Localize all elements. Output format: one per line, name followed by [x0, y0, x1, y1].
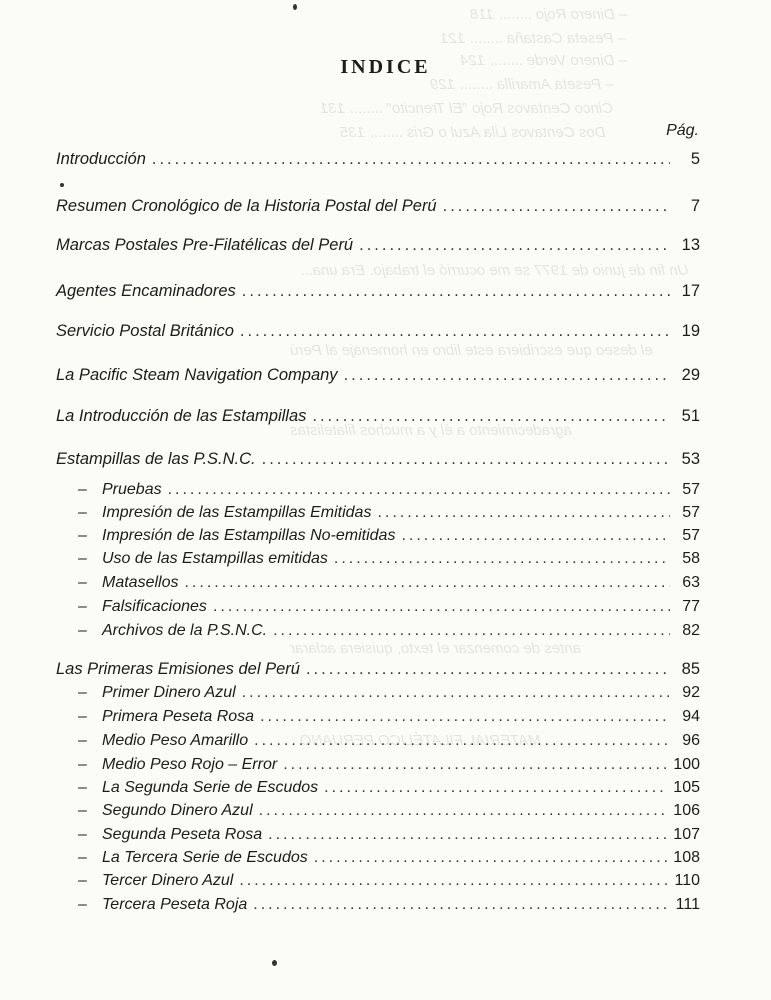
dot-leader	[401, 527, 670, 545]
toc-entry-label: Agentes Encaminadores	[56, 282, 236, 300]
dot-leader	[184, 574, 670, 592]
toc-subentry[interactable]	[78, 598, 700, 616]
toc-entry-page: 51	[681, 407, 700, 425]
toc-subentry[interactable]	[78, 872, 700, 890]
toc-entry-label: Tercera Peseta Roja	[102, 896, 248, 913]
dot-leader	[443, 197, 670, 216]
scan-speck	[272, 960, 277, 966]
toc-subentry[interactable]	[78, 756, 700, 774]
toc-entry-label: La Segunda Serie de Escudos	[102, 779, 319, 796]
dot-leader	[242, 282, 670, 301]
dot-leader	[253, 896, 669, 914]
toc-subentry[interactable]	[78, 684, 700, 702]
dot-leader	[259, 802, 668, 820]
toc-subentry[interactable]	[78, 779, 700, 797]
toc-entry-page: 85	[681, 660, 700, 678]
scan-speck	[60, 183, 64, 187]
dot-leader	[377, 504, 670, 522]
dot-leader	[273, 622, 670, 640]
toc-entry-page: 5	[690, 150, 700, 168]
subentry-dash: –	[78, 481, 87, 498]
toc-entry[interactable]	[56, 660, 700, 679]
toc-entry-label: Segunda Peseta Rosa	[102, 826, 263, 843]
toc-entry-page: 17	[681, 282, 700, 300]
dot-leader	[240, 322, 670, 341]
dot-leader	[242, 684, 670, 702]
toc-subentry[interactable]	[78, 896, 700, 914]
toc-entry-page: 108	[673, 849, 700, 866]
dot-leader	[312, 407, 670, 426]
toc-subentry[interactable]	[78, 622, 700, 640]
subentry-dash: –	[78, 504, 87, 521]
toc-entry-label: Matasellos	[102, 574, 179, 591]
subentry-dash: –	[78, 708, 87, 725]
toc-entry-label: Marcas Postales Pre-Filatélicas del Perú	[56, 236, 354, 254]
toc-entry-label: La Introducción de las Estampillas	[56, 407, 307, 425]
toc-entry[interactable]	[56, 322, 700, 341]
subentry-dash: –	[78, 598, 87, 615]
dot-leader	[152, 150, 670, 169]
toc-entry-page: 58	[682, 550, 700, 567]
toc-entry-page: 57	[682, 481, 700, 498]
toc-entry-page: 19	[681, 322, 700, 340]
subentry-dash: –	[78, 732, 87, 749]
toc-entry-page: 82	[682, 622, 700, 639]
subentry-dash: –	[78, 826, 87, 843]
toc-entry-label: Impresión de las Estampillas Emitidas	[102, 504, 372, 521]
toc-entry-page: 7	[690, 197, 700, 215]
toc-entry-label: Primera Peseta Rosa	[102, 708, 255, 725]
subentry-dash: –	[78, 849, 87, 866]
toc-entry-label: Archivos de la P.S.N.C.	[102, 622, 268, 639]
toc-entry[interactable]	[56, 236, 700, 255]
toc-entry-label: Medio Peso Rojo – Error	[102, 756, 278, 773]
dot-leader	[306, 660, 670, 679]
toc-entry[interactable]	[56, 407, 700, 426]
subentry-dash: –	[78, 896, 87, 913]
toc-entry-page: 63	[682, 574, 700, 591]
toc-entry-label: Resumen Cronológico de la Historia Postal del Perú	[56, 197, 437, 215]
toc-entry[interactable]	[56, 450, 700, 469]
toc-entry-page: 106	[673, 802, 700, 819]
dot-leader	[168, 481, 670, 499]
toc-entry-label: Primer Dinero Azul	[102, 684, 236, 701]
document-page: – Dinero Rojo ........ 118 – Peseta Castaña ........ 121 – Dinero Verde ........ 124 – Peseta Amarilla ........ 129 Cinco Centavos Rojo "El Trencito" ........ 131 Dos Centavos Lila Azul o Gris ........ 135 Un fin de junio de 1977 se me ocurrió el trabajo. Era una... el deseo que escribiera este libro en homenaje al Perú agradecimiento a él y a muchos filatelistas antes de comenzar el texto, quisiera aclarar MATERIAL FILATÉLICO PERUANO INDICE Pág. Introducción ..... 5 Resumen Cronológico de la Historia Postal del Perú ..... 7 Marcas Postales Pre-Filatélicas del Perú ..... 13 Agentes Encaminadores ..... 17 Servicio Postal Británico ..... 19 La Pacific Steam Navigation Company ..... 29 La Introducción de las Estampillas ..... 51 Estampillas de las P.S.N.C. ..... 53 – Pruebas ..... 57 – Impresión de las Estampillas Emitidas ..... 57 – Impresión de las Estampillas No-emitidas ..... 57 – Uso de las Estampillas emitidas ..... 58 – Matasellos ..... 63 – Falsificaciones ..... 77 – Archivos de la P.S.N.C. ..... 82 Las Primeras Emisiones del Perú ..... 85 – Primer Dinero Azul ..... 92 – Primera Peseta Rosa ..... 94 – Medio Peso Amarillo ..... 96 – Medio Peso Rojo – Error ..... 100 – La Segunda Serie de Escudos ..... 105 – Segundo Dinero Azul ..... 106 – Segunda Peseta Rosa ..... 107 – La Tercera Serie de Escudos ..... 108 – Tercer Dinero Azul ..... 110 – Tercera Peseta Roja ..... 111	[0, 0, 771, 1000]
scan-speck	[293, 4, 297, 10]
subentry-dash: –	[78, 527, 87, 544]
toc-entry-page: 107	[673, 826, 700, 843]
dot-leader	[314, 849, 668, 867]
toc-entry-label: Estampillas de las P.S.N.C.	[56, 450, 256, 468]
toc-entry-page: 13	[681, 236, 700, 254]
dot-leader	[334, 550, 670, 568]
toc-entry-label: Introducción	[56, 150, 146, 168]
toc-subentry[interactable]	[78, 732, 700, 750]
subentry-dash: –	[78, 574, 87, 591]
toc-entry[interactable]	[56, 150, 700, 169]
toc-subentry[interactable]	[78, 826, 700, 844]
toc-entry-page: 29	[681, 366, 700, 384]
subentry-dash: –	[78, 550, 87, 567]
subentry-dash: –	[78, 756, 87, 773]
toc-subentry[interactable]	[78, 504, 700, 522]
toc-entry-label: Segundo Dinero Azul	[102, 802, 253, 819]
toc-entry-label: Impresión de las Estampillas No-emitidas	[102, 527, 396, 544]
toc-subentry[interactable]	[78, 574, 700, 592]
toc-entry-label: Pruebas	[102, 481, 162, 498]
toc-entry-label: Medio Peso Amarillo	[102, 732, 249, 749]
toc-entry-label: Las Primeras Emisiones del Perú	[56, 660, 300, 678]
toc-entry-label: Tercer Dinero Azul	[102, 872, 234, 889]
toc-entry-label: La Pacific Steam Navigation Company	[56, 366, 338, 384]
toc-entry-label: La Tercera Serie de Escudos	[102, 849, 308, 866]
subentry-dash: –	[78, 779, 87, 796]
toc-entry-page: 77	[682, 598, 700, 615]
toc-entry-page: 92	[682, 684, 700, 701]
dot-leader	[213, 598, 670, 616]
toc-subentry[interactable]	[78, 708, 700, 726]
toc-entry-label: Falsificaciones	[102, 598, 207, 615]
toc-entry-page: 105	[673, 779, 700, 796]
dot-leader	[262, 450, 670, 469]
toc-subentry[interactable]	[78, 802, 700, 820]
toc-entry[interactable]	[56, 197, 700, 216]
page-column-label: Pág.	[666, 122, 699, 139]
dot-leader	[283, 756, 667, 774]
toc-entry-page: 57	[682, 504, 700, 521]
toc-entry-page: 110	[674, 872, 700, 889]
dot-leader	[359, 236, 670, 255]
toc-subentry[interactable]	[78, 550, 700, 568]
toc-entry-page: 53	[681, 450, 700, 468]
toc-entry-page: 111	[675, 896, 700, 913]
dot-leader	[344, 366, 670, 385]
toc-subentry[interactable]	[78, 849, 700, 867]
toc-entry-page: 96	[682, 732, 700, 749]
toc-entry-page: 94	[682, 708, 700, 725]
toc-entry-label: Servicio Postal Británico	[56, 322, 234, 340]
toc-entry[interactable]	[56, 282, 700, 301]
dot-leader	[268, 826, 667, 844]
dot-leader	[239, 872, 668, 890]
toc-subentry[interactable]	[78, 481, 700, 499]
toc-entry-page: 100	[673, 756, 700, 773]
toc-entry-page: 57	[682, 527, 700, 544]
toc-subentry[interactable]	[78, 527, 700, 545]
index-title: INDICE	[340, 56, 431, 78]
subentry-dash: –	[78, 802, 87, 819]
subentry-dash: –	[78, 872, 87, 889]
dot-leader	[254, 732, 670, 750]
subentry-dash: –	[78, 684, 87, 701]
toc-entry-label: Uso de las Estampillas emitidas	[102, 550, 328, 567]
dot-leader	[324, 779, 667, 797]
subentry-dash: –	[78, 622, 87, 639]
dot-leader	[260, 708, 670, 726]
toc-entry[interactable]	[56, 366, 700, 385]
